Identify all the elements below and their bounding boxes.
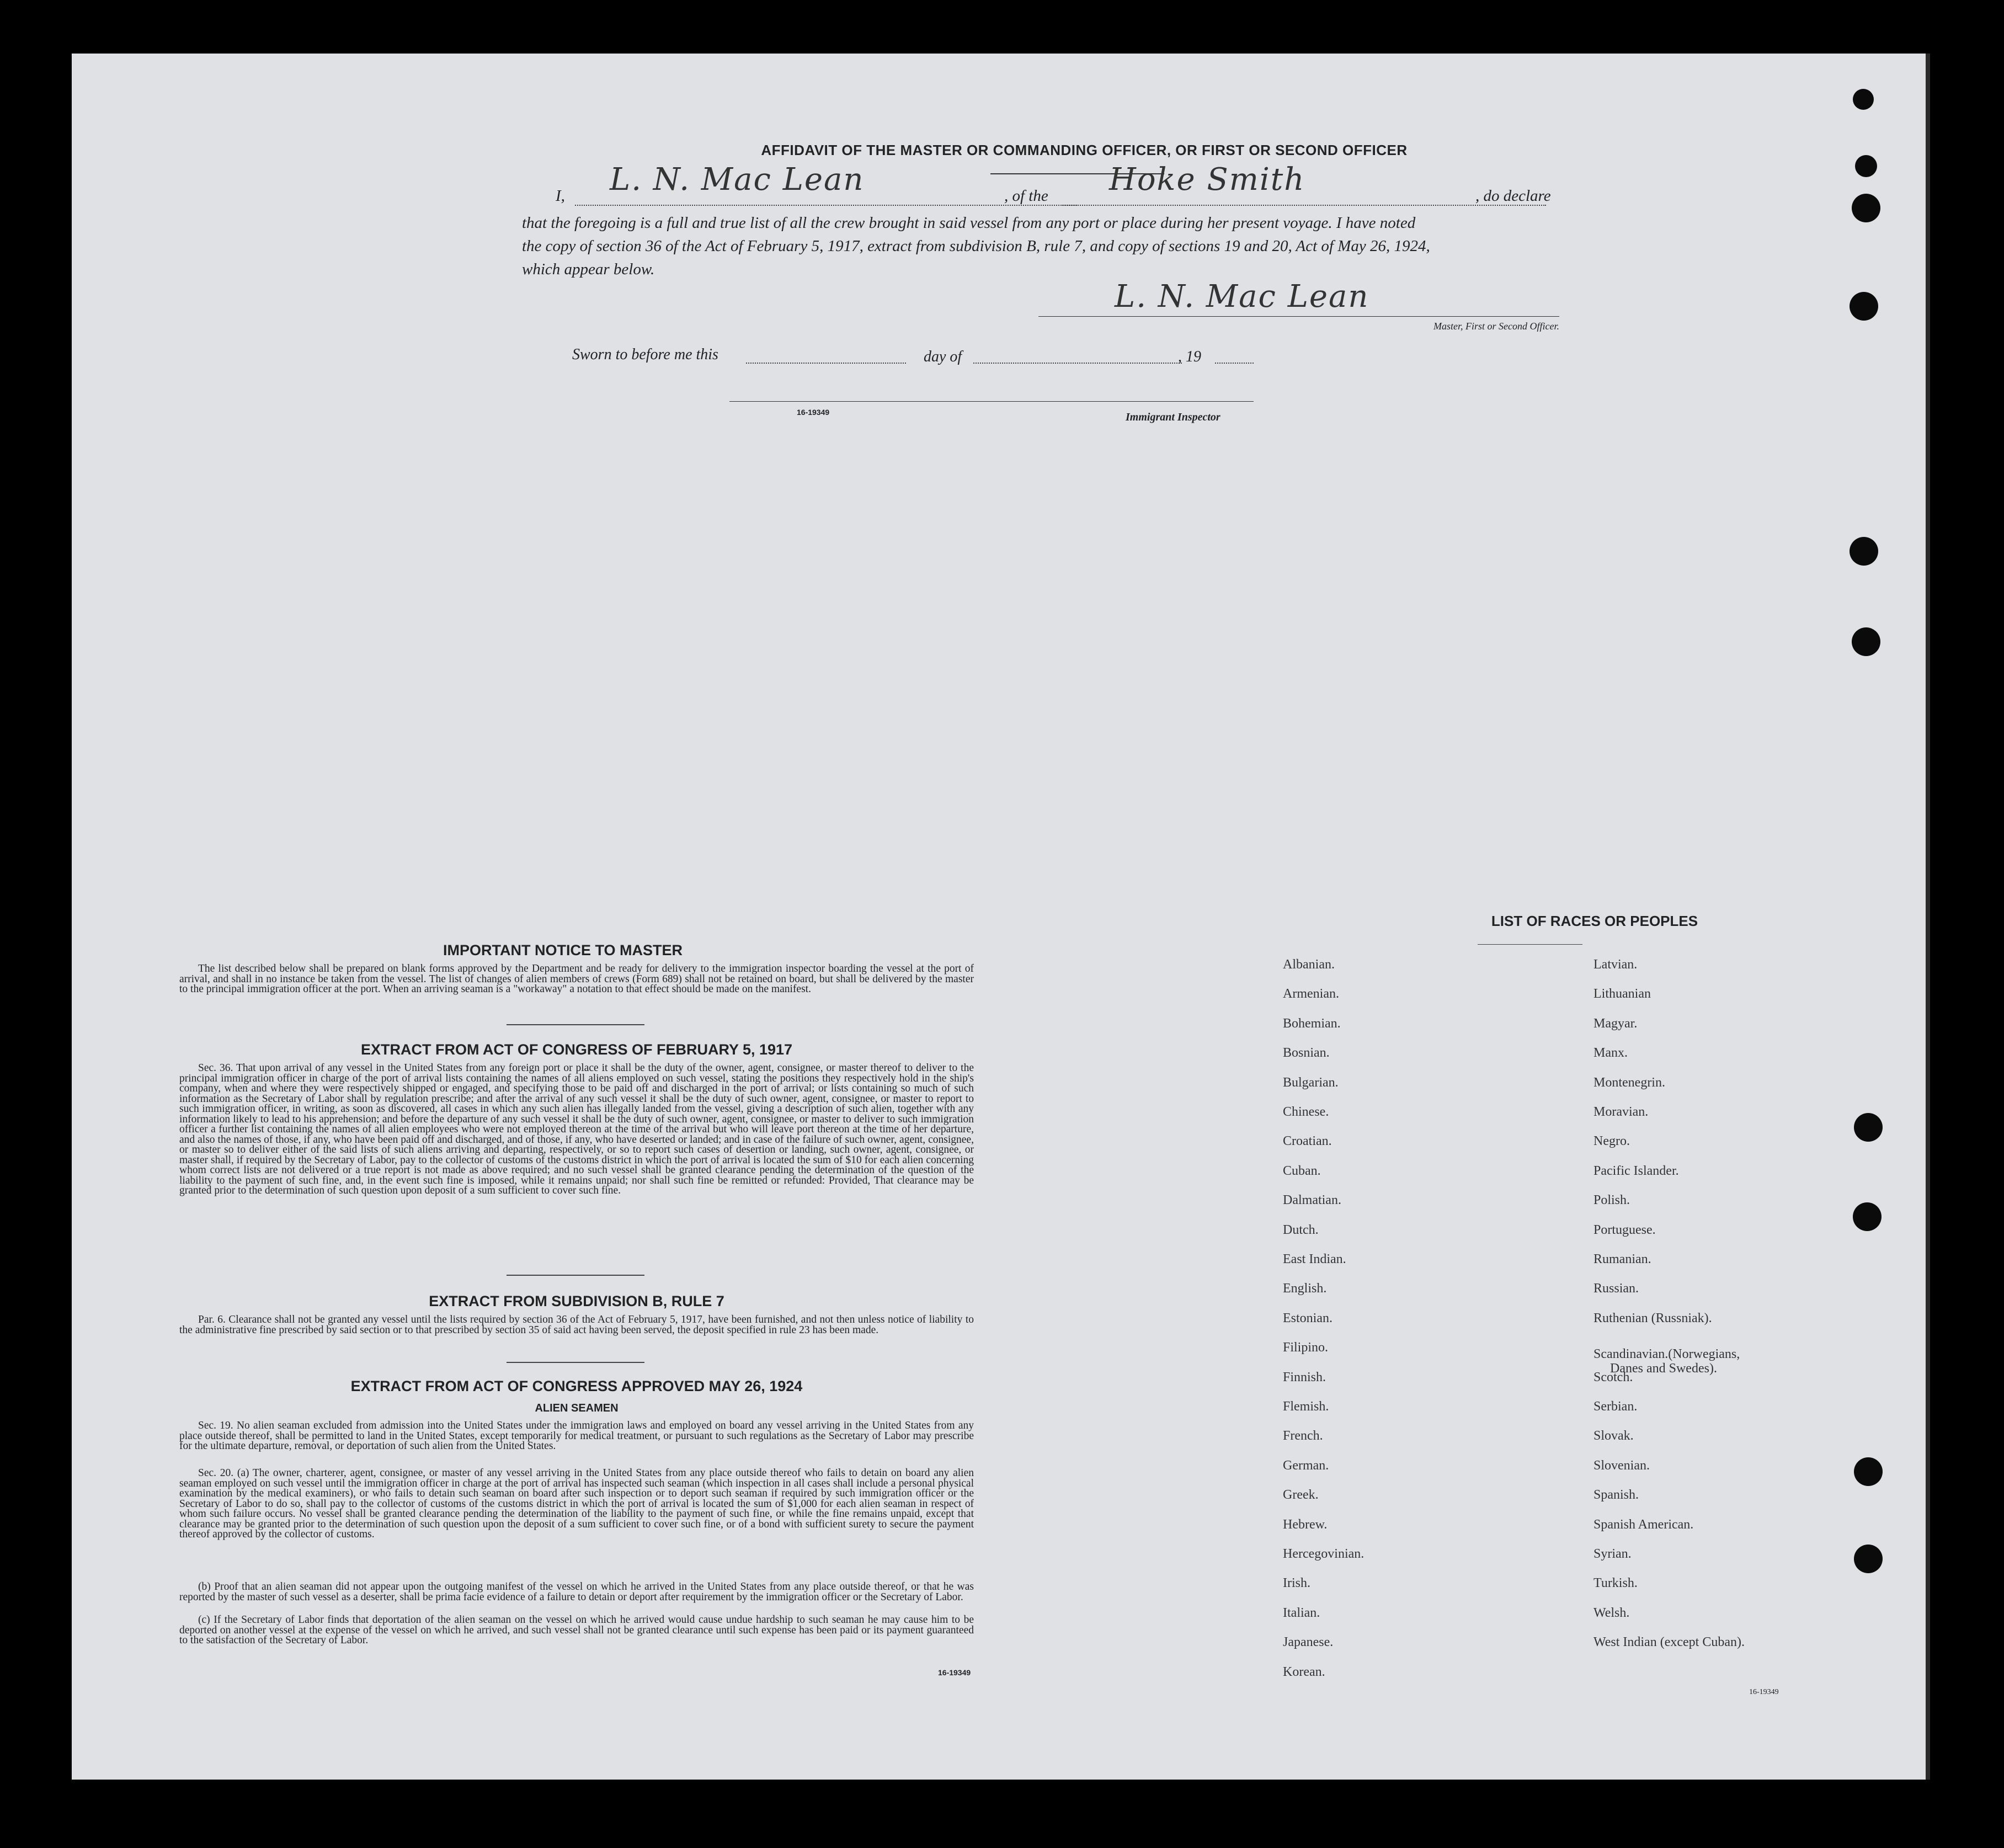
affidavit-line-2: that the foregoing is a full and true list of all the crew brought in said vessel from any port or place during her present voyage. I have noted [522,214,1416,232]
extract-1924-title: EXTRACT FROM ACT OF CONGRESS APPROVED MAY 26, 1924 [350,1378,803,1394]
extract-rule7-body: Par. 6. Clearance shall not be granted any vessel until the lists required by section 36 of the Act of February 5, 1917, have been furnished, and not then unless notice of liability to the administrative fine prescribed by said section or to that prescribed by section 35 of said act having been served, the deposit specified in rule 23 has been made. [179,1314,974,1336]
day-of-label: day of [924,348,962,365]
race-left-item: Hebrew. [1283,1517,1328,1532]
race-left-item: Finnish. [1283,1370,1326,1384]
sworn-year-line [1215,363,1254,364]
race-right-item: Pacific Islander. [1593,1164,1679,1178]
affidavit-i-label: I, [556,187,565,205]
punch-hole [1852,627,1880,656]
extract-1917-title: EXTRACT FROM ACT OF CONGRESS OF FEBRUARY 5, 1917 [360,1041,793,1058]
notice-body: The list described below shall be prepared on blank forms approved by the Department and be ready for delivery to the immigration inspector boarding the vessel at the port of arrival, and shall in no instance be taken from the vessel. The list of changes of alien members of crews (Form 689) shall not be retained on board, but shall be delivered by the master to the principal immigration officer at the port. When an arriving seaman is a "workaway" a notation to that effect should be made on the manifest. [179,963,974,995]
race-left-item: French. [1283,1429,1323,1443]
race-right-item: Magyar. [1593,1016,1638,1031]
punch-hole [1853,1202,1882,1231]
punch-hole [1852,194,1880,222]
affidavit-of-the-label: , of the [1004,187,1048,205]
race-right-item: Syrian. [1593,1547,1632,1561]
race-right-item: Lithuanian [1593,987,1651,1001]
race-right-item: Danes and Swedes). [1610,1361,1717,1376]
notice-title: IMPORTANT NOTICE TO MASTER [443,942,683,958]
race-left-item: Italian. [1283,1606,1320,1620]
separator [507,1275,644,1276]
race-left-item: English. [1283,1281,1327,1296]
race-right-item: West Indian (except Cuban). [1593,1635,1745,1649]
sec-19: Sec. 19. No alien seaman excluded from admission into the United States under the immigration laws and employed on board any vessel arriving in the United States from any place outside thereof, shall be permitted to land in the United States, except temporarily for medical treatment, or pursuant to such regulations as the Secretary of Labor may prescribe for the ultimate departure, removal, or deportation of such alien from the United States. [179,1420,974,1452]
race-left-item: Armenian. [1283,987,1339,1001]
race-left-item: Bosnian. [1283,1046,1330,1060]
race-right-item: Russian. [1593,1281,1639,1296]
master-name-line [575,205,1077,206]
race-left-item: Cuban. [1283,1164,1321,1178]
race-right-item: Turkish. [1593,1576,1638,1590]
year-label: , 19 [1178,348,1201,365]
master-name: L. N. Mac Lean [610,162,865,198]
race-left-item: East Indian. [1283,1252,1346,1266]
race-right-item: Portuguese. [1593,1223,1656,1237]
sworn-label: Sworn to before me this [572,346,718,363]
affidavit-line-4: which appear below. [522,260,655,278]
race-right-item: Ruthenian (Russniak). [1593,1311,1712,1325]
separator [1478,944,1582,945]
punch-hole [1854,1113,1883,1142]
races-form-number: 16-19349 [1749,1688,1779,1696]
master-signature: L. N. Mac Lean [1115,279,1369,315]
sworn-month-line [973,363,1182,364]
race-left-item: German. [1283,1458,1329,1473]
sec-20b: (b) Proof that an alien seaman did not appear upon the outgoing manifest of the vessel on which he arrived in the United States from any place outside thereof, or that he was reported by the master of such vessel as a deserter, shall be prima facie evidence of a failure to detain or deport after requirement by the immigration officer or the Secretary of Labor. [179,1581,974,1603]
race-right-item: Welsh. [1593,1606,1630,1620]
race-left-item: Albanian. [1283,957,1335,972]
race-right-item: Slovak. [1593,1429,1634,1443]
affidavit-line-3: the copy of section 36 of the Act of February 5, 1917, extract from subdivision B, rule 7, and copy of sections 19 and 20, Act of May 26, 1924, [522,237,1430,255]
race-left-item: Greek. [1283,1488,1319,1502]
document-page [72,54,1930,1780]
race-left-item: Filipino. [1283,1340,1329,1355]
signature-caption: Master, First or Second Officer. [1433,321,1559,332]
race-right-item: Spanish American. [1593,1517,1694,1532]
punch-hole [1853,89,1874,110]
signature-line [1038,316,1559,317]
race-left-item: Bulgarian. [1283,1075,1339,1090]
race-right-item: Latvian. [1593,957,1638,972]
notice-form-number: 16-19349 [938,1668,971,1677]
vessel-name-line [1060,205,1546,206]
punch-hole [1855,155,1877,177]
punch-hole [1854,1457,1883,1486]
race-left-item: Irish. [1283,1576,1310,1590]
punch-hole [1854,1545,1883,1573]
race-right-item: Manx. [1593,1046,1628,1060]
punch-hole [1850,537,1878,566]
race-left-item: Korean. [1283,1665,1325,1679]
vessel-name: Hoke Smith [1109,162,1305,198]
race-right-item: Moravian. [1593,1105,1649,1119]
race-left-item: Estonian. [1283,1311,1333,1325]
races-title: LIST OF RACES OR PEOPLES [1491,913,1698,929]
race-right-item: Negro. [1593,1134,1630,1148]
extract-rule7-title: EXTRACT FROM SUBDIVISION B, RULE 7 [429,1293,724,1309]
race-right-item: Scandinavian.(Norwegians, [1593,1347,1740,1361]
race-left-item: Japanese. [1283,1635,1334,1649]
race-right-item: Montenegrin. [1593,1075,1665,1090]
race-left-item: Chinese. [1283,1105,1329,1119]
race-left-item: Bohemian. [1283,1016,1341,1031]
race-left-item: Croatian. [1283,1134,1332,1148]
race-right-item: Rumanian. [1593,1252,1651,1266]
race-left-item: Dalmatian. [1283,1193,1341,1207]
extract-1917-body: Sec. 36. That upon arrival of any vessel in the United States from any foreign port or place it shall be the duty of the owner, agent, consignee, or master thereof to deliver to the principal immigration officer in charge of the port of arrival lists containing the names of all aliens employed on such vessel, stating the positions they respectively hold in the ship's company, when and where they were respectively shipped or engaged, and specifying those to be paid off and discharged in the port of arrival; or lists containing so much of such information as the Secretary of Labor shall by regulation prescribe; and after the arrival of any such vessel it shall be the duty of such owner, agent, consignee, or master to report to such immigration officer, in writing, as soon as discovered, all cases in which any such alien has illegally landed from the vessel, giving a description of such alien, together with any information likely to lead to his apprehension; and before the departure of any such vessel it shall be the duty of such owner, agent, consignee, or master to deliver to such immigration officer a further list containing the names of all alien employees who were not employed thereon at the time of the arrival but who will leave port thereon at the time of her departure, and also the names of those, if any, who have been paid off and discharged, and of those, if any, who have deserted or landed; and in case of the failure of such owner, agent, consignee, or master so to deliver either of the said lists of such aliens arriving and departing, respectively, or so to report such cases of desertion or landing, such owner, agent, consignee, or master shall, if required by the Secretary of Labor, pay to the collector of customs of the customs district in which the port of arrival is located the sum of $10 for each alien concerning whom correct lists are not delivered or a true report is not made as above required; and no such vessel shall be granted clearance pending the determination of the question of the liability to the payment of such fine, and, in the event such fine is imposed, while it remains unpaid; nor shall such fine be remitted or refunded: Provided, That clearance may be granted prior to the determination of such question upon deposit of a sum sufficient to cover such fine. [179,1062,974,1196]
affidavit-do-declare: , do declare [1475,187,1551,205]
race-left-item: Flemish. [1283,1399,1329,1414]
race-right-item: Polish. [1593,1193,1630,1207]
sec-20c: (c) If the Secretary of Labor finds that deportation of the alien seaman on the vessel on which he arrived would cause undue hardship to such seaman he may cause him to be deported on another vessel at the expense of the vessel on which he arrived, and such vessel shall not be granted clearance until such expense has been paid or its payment guaranteed to the satisfaction of the Secretary of Labor. [179,1614,974,1646]
affidavit-title: AFFIDAVIT OF THE MASTER OR COMMANDING OFFICER, OR FIRST OR SECOND OFFICER [761,142,1408,158]
race-right-item: Serbian. [1593,1399,1638,1414]
race-right-item: Scotch. [1593,1370,1633,1384]
separator [507,1362,644,1363]
race-right-item: Spanish. [1593,1488,1639,1502]
separator [507,1024,644,1025]
inspector-signature-line [729,401,1254,402]
punch-hole [1850,292,1878,321]
sec-20a: Sec. 20. (a) The owner, charterer, agent, consignee, or master of any vessel arriving in the United States from any place outside thereof who fails to detain on board any alien seaman employed on such vessel until the immigration officer in charge at the port of arrival has inspected such seaman (which inspection in all cases shall include a personal physical examination by the medical examiners), or who fails to detain such seaman on board after such inspection or to deport such seaman if required by such immigration officer or the Secretary of Labor to do so, shall pay to the collector of customs of the customs district in which the port of arrival is located the sum of $1,000 for each alien seaman in respect of whom such failure occurs. No vessel shall be granted clearance pending the determination of the liability to the payment of such fine, or while the fine remains unpaid, except that clearance may be granted prior to the determination of such question upon the deposit of a sum sufficient to cover such fine, or of a bond with sufficient surety to secure the payment thereof approved by the collector of customs. [179,1467,974,1540]
affidavit-form-number: 16-19349 [797,408,830,417]
sworn-day-line [746,363,906,364]
race-left-item: Hercegovinian. [1283,1547,1365,1561]
inspector-label: Immigrant Inspector [1126,411,1220,423]
race-right-item: Slovenian. [1593,1458,1650,1473]
alien-seamen-subtitle: ALIEN SEAMEN [535,1402,619,1414]
race-left-item: Dutch. [1283,1223,1319,1237]
